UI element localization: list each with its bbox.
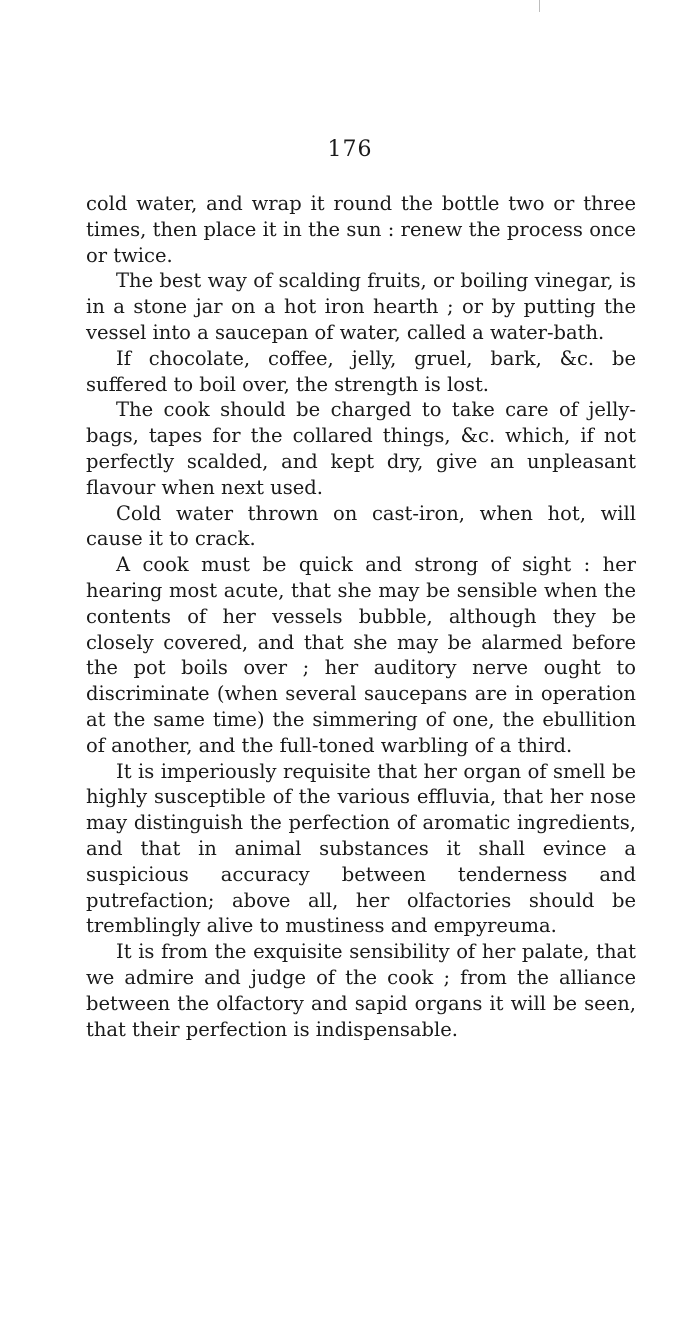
paragraph-continuation: cold water, and wrap it round the bottle two or three times, then place it in the sun : renew the process once or twice. — [86, 192, 636, 267]
paragraph-palate: It is from the exquisite sensibility of her palate, that we admire and judge of the cook ; from the alliance between the olfactory and sapid organs it will be seen, that their perfection is indispensable. — [86, 940, 636, 1041]
paragraph-sight-hearing: A cook must be quick and strong of sight : her hearing most acute, that she may be sensible when the contents of her vessels bubble, although they be closely covered, and that she may be alarmed before the pot boils over ; her auditory nerve ought to discriminate (when several saucepans are in operation at the same time) the simmering of one, the ebullition of another, and the full-toned warbling of a third. — [86, 553, 636, 757]
page-number: 176 — [327, 137, 373, 162]
body-text — [86, 191, 636, 1042]
paragraph-cast-iron: Cold water thrown on cast-iron, when hot, will cause it to crack. — [86, 501, 636, 551]
scan-mark — [539, 0, 540, 12]
paragraph-smell: It is imperiously requisite that her organ of smell be highly susceptible of the various effluvia, that her nose may distinguish the perfection of aromatic ingredients, and that in animal substances it shall evince a suspicious accuracy between tenderness and putrefaction; above all, her olfactories should be tremblingly alive to mustiness and empyreuma. — [86, 759, 636, 938]
paragraph-jelly-bags: The cook should be charged to take care of jelly-bags, tapes for the collared things, &c. which, if not perfectly scalded, and kept dry, give an unpleasant flavour when next used. — [86, 398, 636, 499]
paragraph-scalding: The best way of scalding fruits, or boiling vinegar, is in a stone jar on a hot iron hearth ; or by putting the vessel into a saucepan of water, called a water-bath. — [86, 269, 636, 344]
paragraph-boil-over: If chocolate, coffee, jelly, gruel, bark, &c. be suffered to boil over, the strength is lost. — [86, 346, 636, 396]
